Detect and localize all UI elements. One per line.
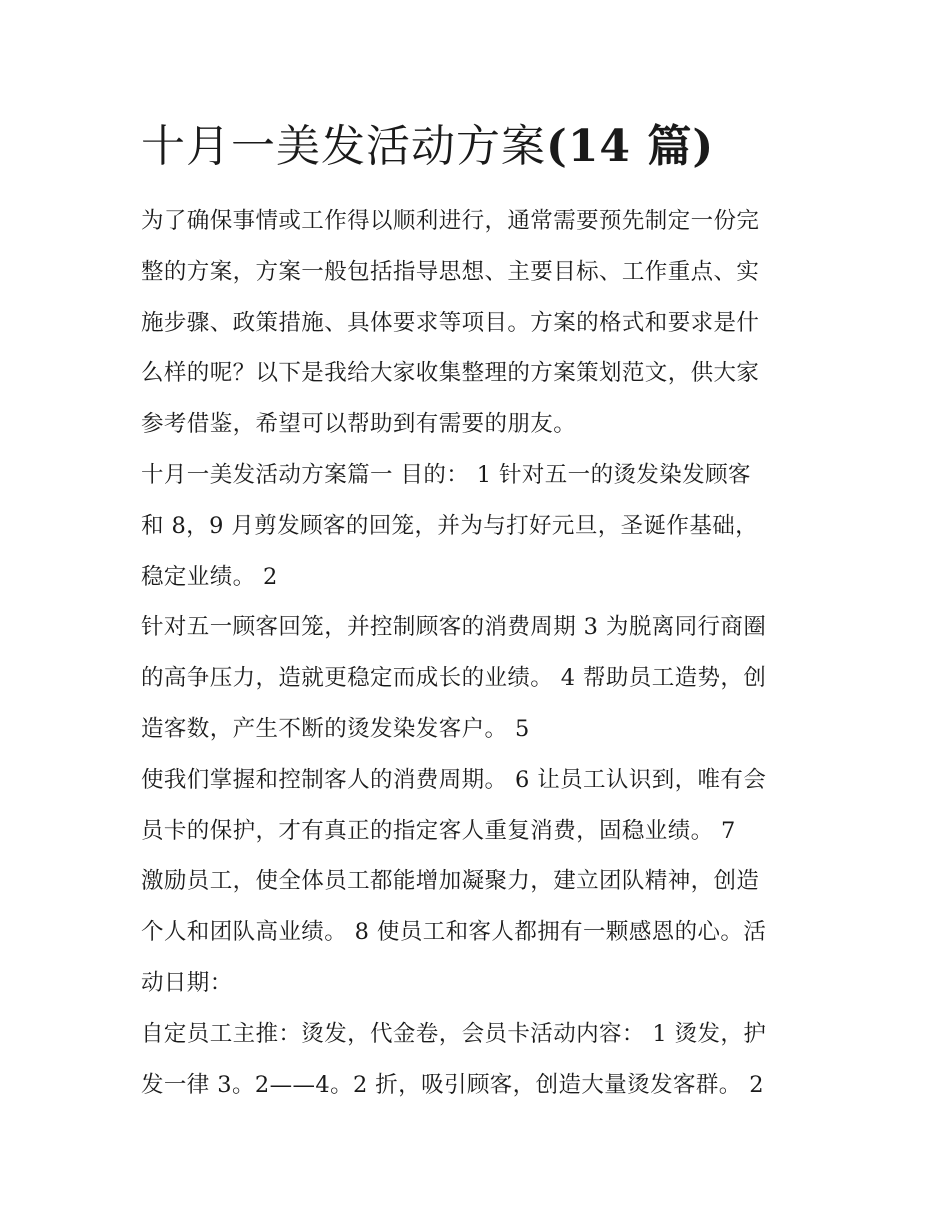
purpose-paragraph	[141, 450, 821, 602]
text-line: 激励员工，使全体员工都能增加凝聚力，建立团队精神，创造	[141, 868, 760, 895]
purpose-paragraph	[141, 856, 821, 1008]
activity-paragraph	[141, 1009, 821, 1111]
text-line: 造客数，产生不断的烫发染发客户。 5	[141, 715, 530, 742]
document-title	[141, 116, 841, 178]
text-line: 的高争压力，造就更稳定而成长的业绩。 4 帮助员工造势，创	[141, 665, 767, 692]
text-line: 自定员工主推：烫发，代金卷，会员卡活动内容： 1 烫发，护	[141, 1020, 767, 1047]
text-line: 为了确保事情或工作得以顺利进行，通常需要预先制定一份完	[141, 208, 760, 234]
text-line: 动日期：	[141, 969, 233, 996]
text-line: 施步骤、政策措施、具体要求等项目。方案的格式和要求是什	[141, 309, 760, 336]
title-suffix: (14 篇)	[546, 121, 715, 172]
document-body	[141, 196, 821, 1110]
text-line: 和 8，9 月剪发顾客的回笼，并为与打好元旦，圣诞作基础，	[141, 512, 759, 539]
text-line: 个人和团队高业绩。 8 使员工和客人都拥有一颗感恩的心。活	[141, 919, 767, 946]
purpose-paragraph	[141, 755, 821, 857]
text-line: 使我们掌握和控制客人的消费周期。 6 让员工认识到，唯有会	[141, 766, 767, 793]
text-line: 员卡的保护，才有真正的指定客人重复消费，固稳业绩。 7	[141, 817, 736, 844]
text-line: 发一律 3。2——4。2 折，吸引顾客，创造大量烫发客群。 2	[141, 1071, 764, 1098]
title-main: 十月一美发活动方案	[141, 121, 546, 172]
text-line: 参考借鉴，希望可以帮助到有需要的朋友。	[141, 411, 577, 438]
purpose-paragraph	[141, 602, 821, 754]
text-line: 么样的呢？以下是我给大家收集整理的方案策划范文，供大家	[141, 360, 760, 387]
text-line: 针对五一顾客回笼，并控制顾客的消费周期 3 为脱离同行商圈	[141, 614, 767, 641]
text-line: 稳定业绩。 2	[141, 563, 278, 590]
text-line: 十月一美发活动方案篇一 目的： 1 针对五一的烫发染发顾客	[141, 461, 751, 488]
text-line: 整的方案，方案一般包括指导思想、主要目标、工作重点、实	[141, 258, 760, 285]
intro-paragraph	[141, 196, 821, 450]
